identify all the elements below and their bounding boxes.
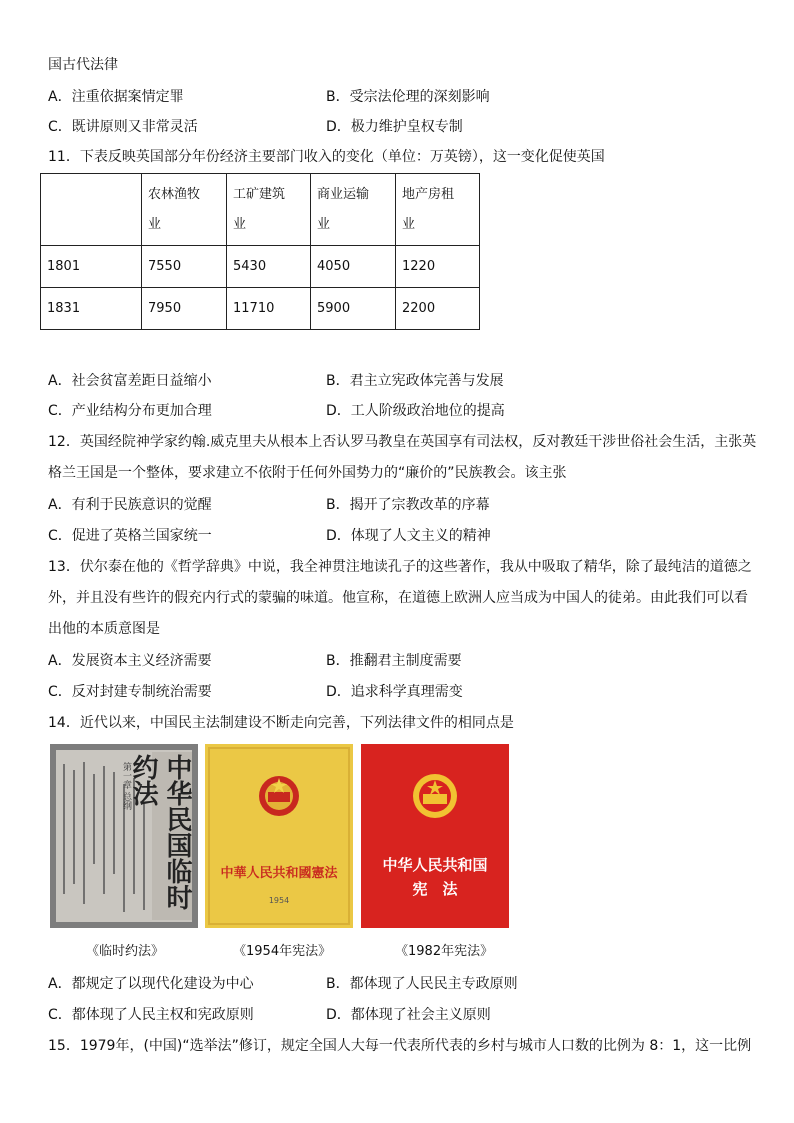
q13-options-row-1 [0,652,794,670]
table-header-cell [41,174,142,246]
constitution-1982-title-line-1: 中华人民共和国 [382,856,488,874]
constitution-1954-title: 中華人民共和國憲法 [220,866,338,881]
q10-option-c[interactable]: C．既讲原则又非常灵活 [48,119,198,135]
caption-constitution-1982: 《1982年宪法》 [395,944,494,959]
q11-option-c[interactable]: C．产业结构分布更加合理 [48,403,212,419]
constitution-1954-image [205,744,353,928]
q11-stem: 11．下表反映英国部分年份经济主要部门收入的变化（单位：万英镑），这一变化促使英国 [48,149,605,165]
table-cell: 1831 [41,288,142,330]
q14-option-c[interactable]: C．都体现了人民主权和宪政原则 [48,1007,254,1023]
provisional-constitution-image [50,744,198,928]
q14-options-row-1 [0,975,794,993]
table-cell: 5430 [227,246,311,288]
caption-provisional-constitution: 《临时约法》 [86,944,165,959]
q11-options-row-2 [0,402,794,420]
q13-options-row-2 [0,683,794,701]
provisional-constitution-title: 中华民国临时约法 [128,754,192,910]
constitution-1954-year: 1954 [268,896,290,905]
q11-option-a[interactable]: A．社会贫富差距日益缩小 [48,373,212,389]
q14-stem: 14．近代以来，中国民主法制建设不断走向完善，下列法律文件的相同点是 [48,715,514,731]
q11-option-d[interactable]: D．工人阶级政治地位的提高 [326,403,505,419]
constitution-1982-cover [361,744,509,928]
q13-option-b[interactable]: B．推翻君主制度需要 [326,653,462,669]
q14-options-row-2 [0,1006,794,1024]
q12-option-b[interactable]: B．揭开了宗教改革的序幕 [326,497,490,513]
q12-option-c[interactable]: C．促进了英格兰国家统一 [48,528,212,544]
table-cell: 4050 [311,246,396,288]
table-cell: 5900 [311,288,396,330]
economy-table [40,173,480,330]
q10-option-b[interactable]: B．受宗法伦理的深刻影响 [326,89,490,105]
q14-option-d[interactable]: D．都体现了社会主义原则 [326,1007,491,1023]
q10-option-d[interactable]: D．极力维护皇权专制 [326,119,463,135]
q10-options-row-1 [0,88,794,106]
q13-option-c[interactable]: C．反对封建专制统治需要 [48,684,212,700]
table-cell: 1220 [396,246,480,288]
q14-option-a[interactable]: A．都规定了以现代化建设为中心 [48,976,254,992]
table-row [41,288,480,330]
q11-options-row-1 [0,372,794,390]
constitution-1982-title-line-2: 宪 法 [412,880,458,898]
table-header-cell: 农林渔牧 业 [142,174,227,246]
table-row [41,246,480,288]
q12-option-a[interactable]: A．有利于民族意识的觉醒 [48,497,212,513]
q13-stem-line-1: 13．伏尔泰在他的《哲学辞典》中说，我全神贯注地读孔子的这些著作，我从中吸取了精华，除了最纯洁的道德之 [48,559,752,575]
table-header-row [41,174,480,246]
table-header-cell: 地产房租 业 [396,174,480,246]
q12-stem-line-1: 12．英国经院神学家约翰.威克里夫从根本上否认罗马教皇在英国享有司法权，反对教廷干涉世俗社会生活，主张英 [48,434,757,450]
q13-option-a[interactable]: A．发展资本主义经济需要 [48,653,212,669]
q11-option-b[interactable]: B．君主立宪政体完善与发展 [326,373,504,389]
q10-option-a[interactable]: A．注重依据案情定罪 [48,89,184,105]
table-header-cell: 商业运输 业 [311,174,396,246]
provisional-constitution-subtext: 第一章 总纲 [121,762,131,810]
q10-options-row-2 [0,118,794,136]
q12-stem-line-2: 格兰王国是一个整体，要求建立不依附于任何外国势力的“廉价的”民族教会。该主张 [48,465,567,481]
q12-options-row-1 [0,496,794,514]
table-cell: 7950 [142,288,227,330]
table-header-cell: 工矿建筑 业 [227,174,311,246]
table-cell: 1801 [41,246,142,288]
table-cell: 7550 [142,246,227,288]
q15-stem: 15．1979年，(中国)“选举法”修订，规定全国人大每一代表所代表的乡村与城市人口数的比例为 8：1，这一比例 [48,1038,752,1054]
q12-option-d[interactable]: D．体现了人文主义的精神 [326,528,491,544]
table-cell: 2200 [396,288,480,330]
q13-stem-line-2: 外，并且没有些许的假充内行式的蒙骗的味道。他宣称，在道德上欧洲人应当成为中国人的徒弟。由此我们可以看 [48,590,748,606]
q13-option-d[interactable]: D．追求科学真理需变 [326,684,463,700]
q13-stem-line-3: 出他的本质意图是 [48,621,160,637]
table-cell: 11710 [227,288,311,330]
caption-constitution-1954: 《1954年宪法》 [233,944,332,959]
q14-option-b[interactable]: B．都体现了人民民主专政原则 [326,976,518,992]
q12-options-row-2 [0,527,794,545]
intro-text: 国古代法律 [48,57,118,73]
constitution-1982-image [361,744,509,928]
